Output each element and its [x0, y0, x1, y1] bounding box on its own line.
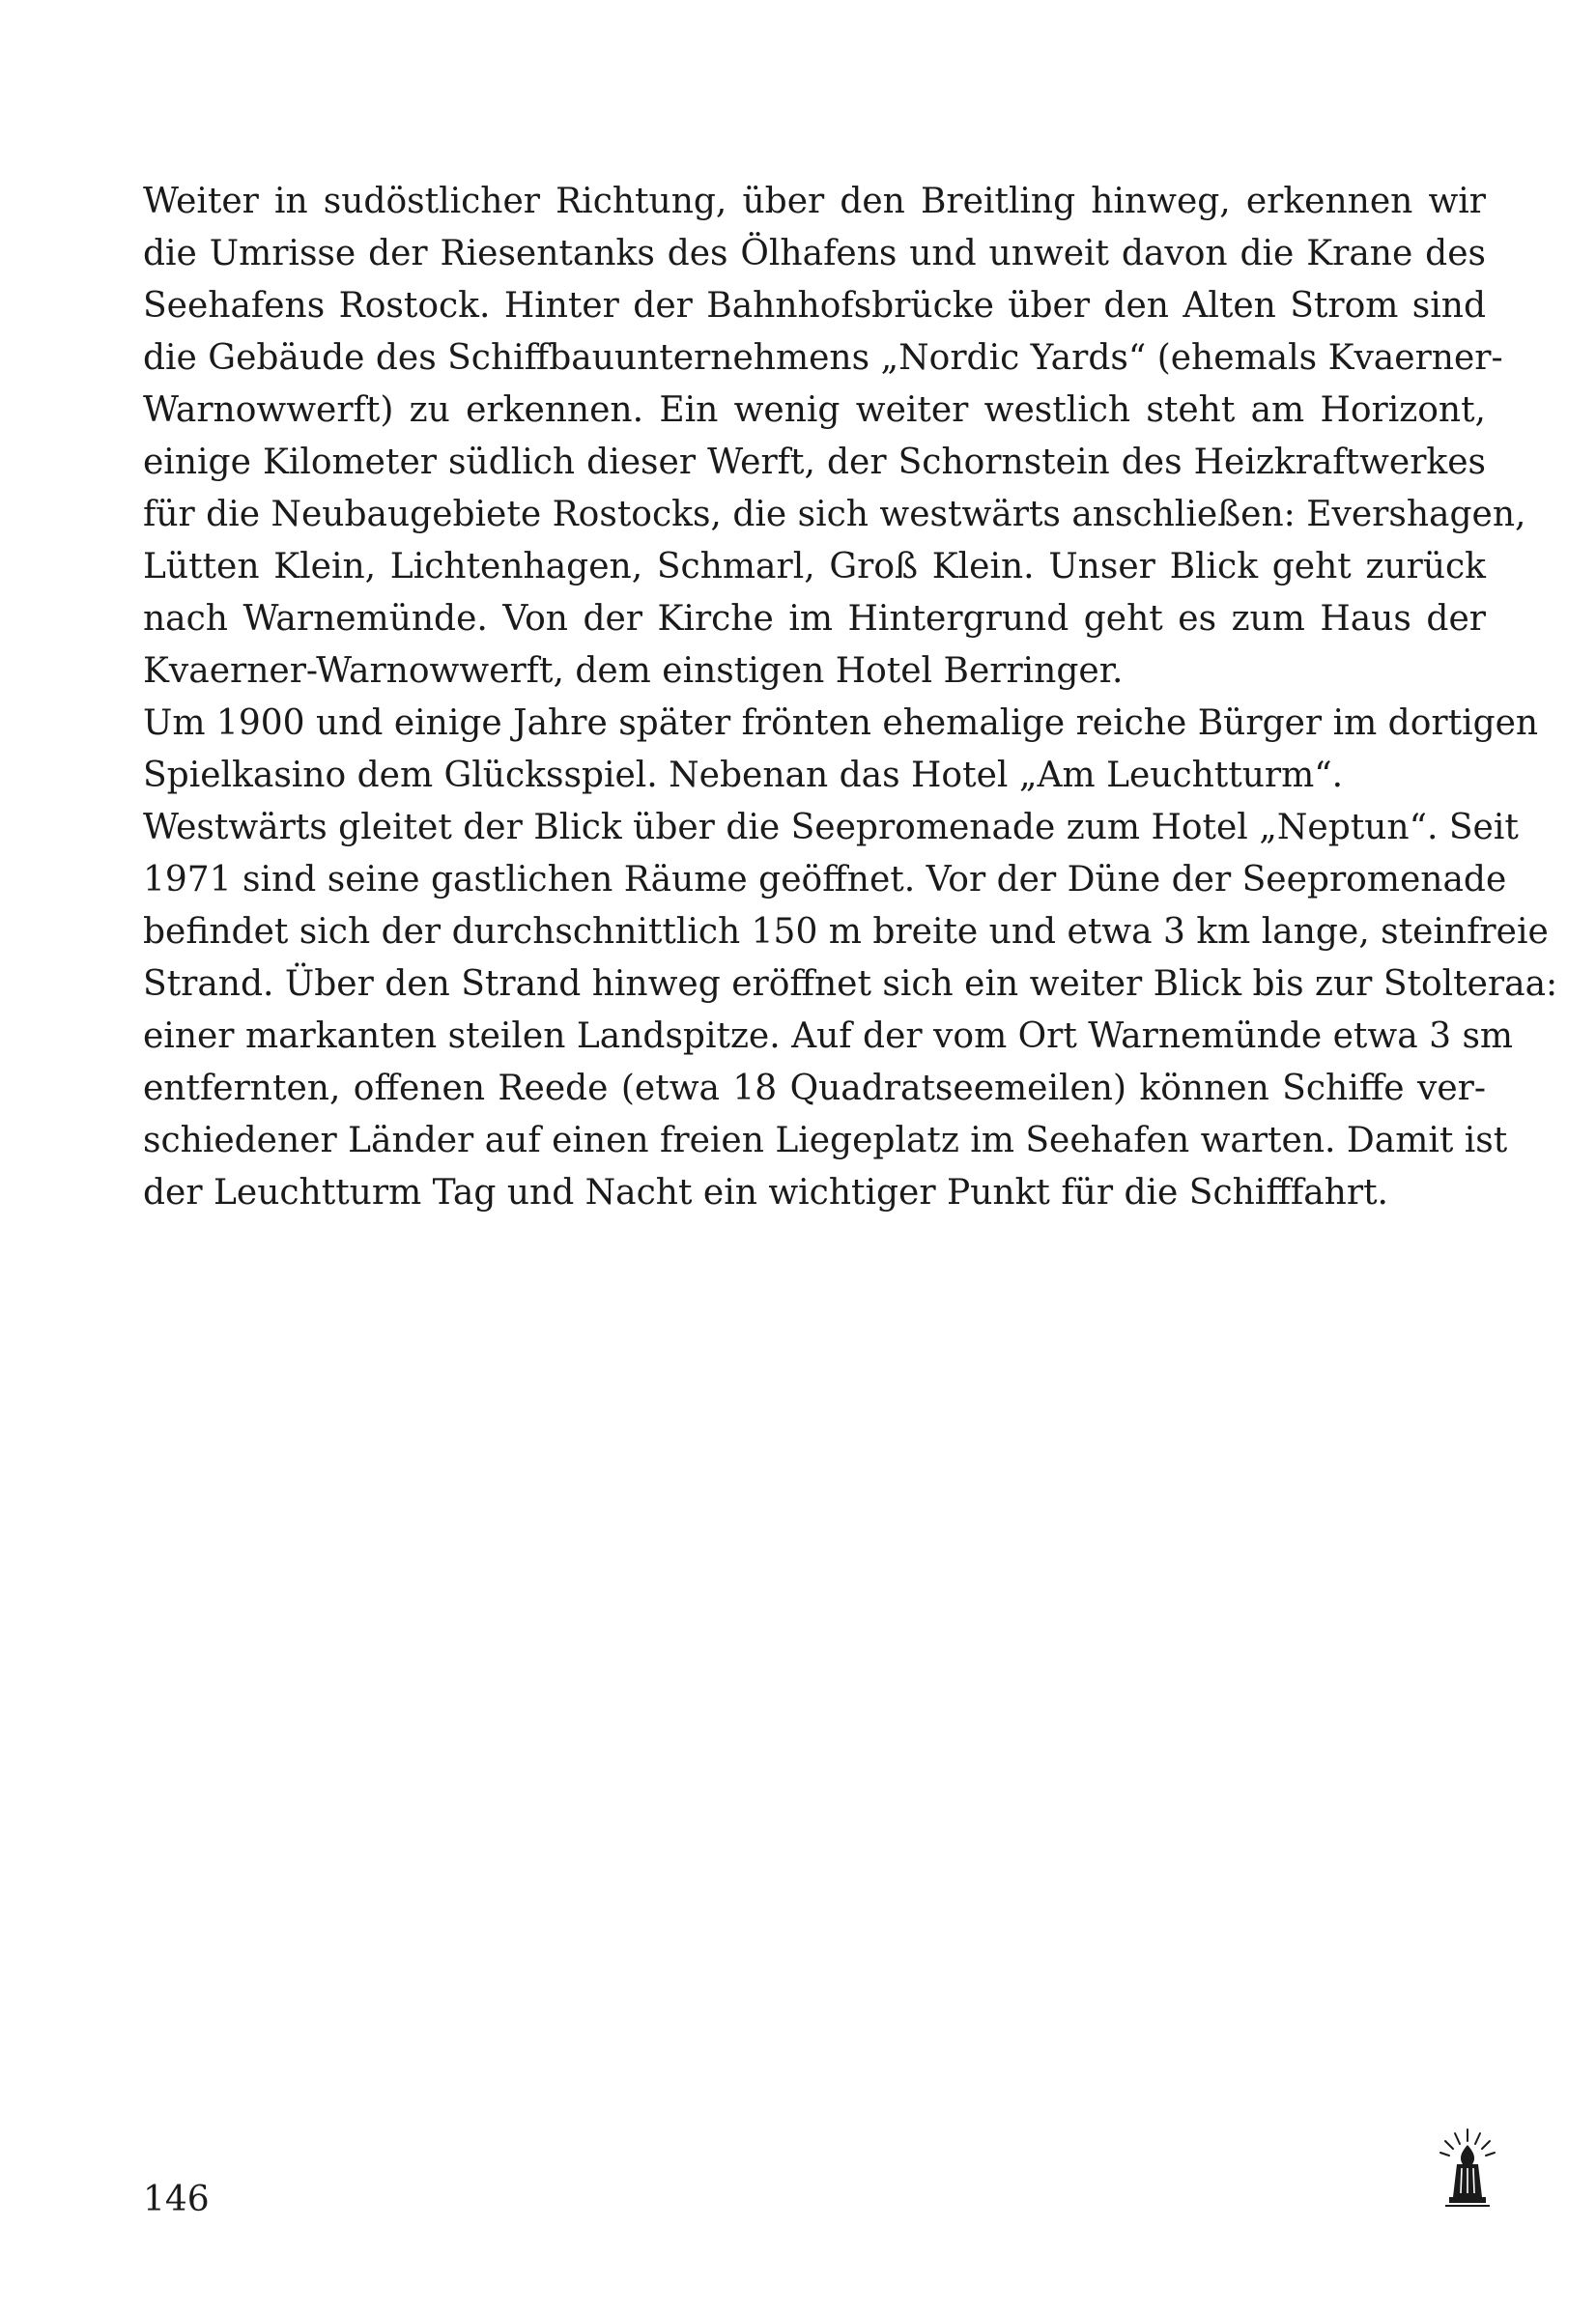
text-line: Um 1900 und einige Jahre später frönten ehemalige reiche Bürger im dortigen: [143, 703, 1539, 743]
text-line: Spielkasino dem Glücksspiel. Nebenan das Hotel „Am Leuchtturm“.: [143, 756, 1344, 795]
text-line: Lütten Klein, Lichtenhagen, Schmarl, Groß Klein. Unser Blick geht zurück: [143, 547, 1486, 586]
text-line: die Gebäude des Schiffbauunternehmens „Nordic Yards“ (ehemals Kvaerner-: [143, 338, 1503, 378]
text-line: Seehafens Rostock. Hinter der Bahnhofsbrücke über den Alten Strom sind: [143, 286, 1486, 326]
text-line: für die Neubaugebiete Rostocks, die sich westwärts anschließen: Evershagen,: [143, 495, 1526, 534]
page-number: 146: [143, 2180, 210, 2219]
paragraph-3: [143, 802, 1558, 1219]
text-line: Westwärts gleitet der Blick über die Seepromenade zum Hotel „Neptun“. Seit: [143, 808, 1519, 847]
text-line: einige Kilometer südlich dieser Werft, der Schornstein des Heizkraftwerkes: [143, 443, 1486, 482]
text-line: die Umrisse der Riesentanks des Ölhafens und unweit davon die Krane des: [143, 234, 1486, 273]
text-line: Strand. Über den Strand hinweg eröffnet sich ein weiter Blick bis zur Stolteraa:: [143, 964, 1558, 1004]
text-line: schiedener Länder auf einen freien Liegeplatz im Seehafen warten. Damit ist: [143, 1121, 1508, 1160]
text-line: Kvaerner-Warnowwerft, dem einstigen Hotel Berringer.: [143, 651, 1124, 691]
text-line: nach Warnemünde. Von der Kirche im Hintergrund geht es zum Haus der: [143, 599, 1486, 639]
text-line: einer markanten steilen Landspitze. Auf der vom Ort Warnemünde etwa 3 sm: [143, 1016, 1514, 1056]
paragraph-1: [143, 176, 1526, 698]
text-line: der Leuchtturm Tag und Nacht ein wichtiger Punkt für die Schifffahrt.: [143, 1173, 1388, 1213]
text-line: Weiter in sudöstlicher Richtung, über den Breitling hinweg, erkennen wir: [143, 182, 1486, 221]
text-line: Warnowwerft) zu erkennen. Ein wenig weiter westlich steht am Horizont,: [143, 390, 1486, 430]
lighthouse-emblem-icon: [1438, 2126, 1497, 2209]
paragraph-2: [143, 698, 1539, 802]
text-line: befindet sich der durchschnittlich 150 m breite und etwa 3 km lange, steinfreie: [143, 912, 1549, 952]
text-line: 1971 sind seine gastlichen Räume geöffnet. Vor der Düne der Seepromenade: [143, 860, 1507, 900]
text-line: entfernten, offenen Reede (etwa 18 Quadratseemeilen) können Schiffe ver-: [143, 1069, 1486, 1108]
body-text: [143, 176, 1558, 1219]
